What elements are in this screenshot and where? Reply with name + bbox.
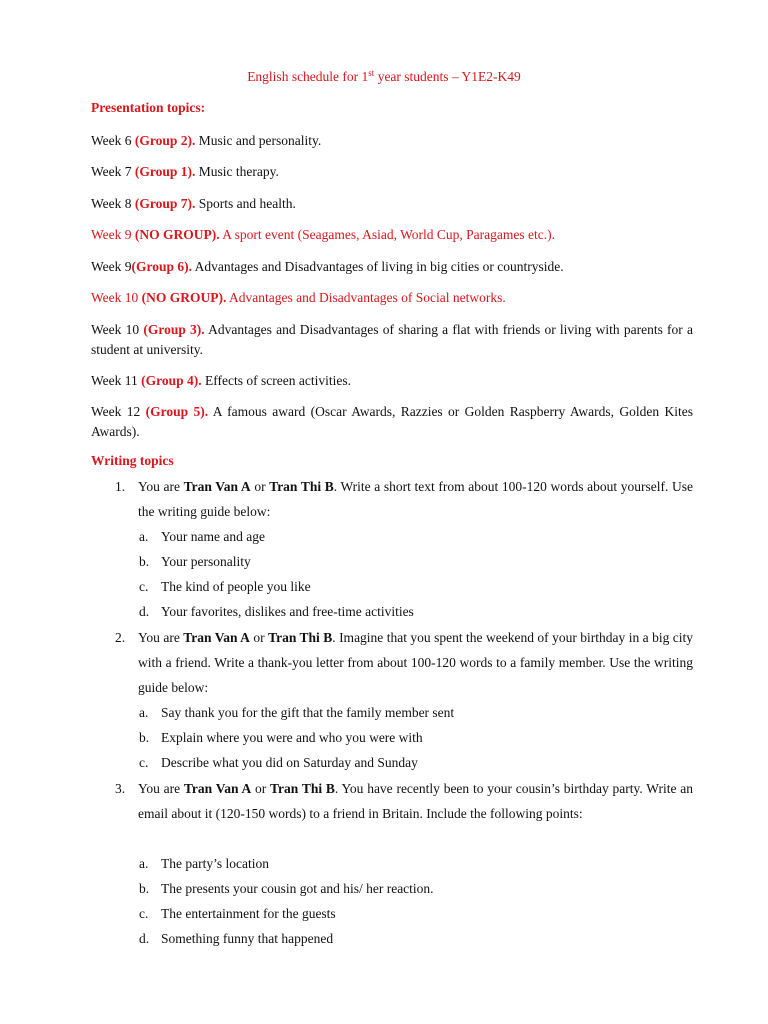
writing-topic: 2. You are Tran Van A or Tran Thi B. Imagine that you spent the weekend of your birthday in a big city with a friend. Write a thank-you letter from about 100-120 words to a family member. Use the writing guide below: — [115, 630, 694, 695]
writing-subpoint: c. The kind of people you like — [139, 579, 311, 594]
document-title: English schedule for 1st year students – Y1E2-K49 — [247, 68, 521, 84]
writing-subpoint: d. Your favorites, dislikes and free-time activities — [139, 604, 414, 619]
presentation-item: Week 10 (Group 3). Advantages and Disadvantages of sharing a flat with friends or living with parents for a student at university. — [91, 322, 694, 357]
writing-subpoint: a. The party’s location — [139, 856, 269, 871]
writing-topic: 3. You are Tran Van A or Tran Thi B. You have recently been to your cousin’s birthday party. Write an email about it (120-150 words) to a friend in Britain. Include the following points: — [115, 781, 693, 821]
writing-subpoint: a. Say thank you for the gift that the family member sent — [139, 705, 455, 720]
presentation-item: Week 9(Group 6). Advantages and Disadvantages of living in big cities or countryside. — [91, 259, 564, 274]
presentation-item: Week 6 (Group 2). Music and personality. — [91, 133, 322, 148]
presentation-item: Week 9 (NO GROUP). A sport event (Seagames, Asiad, World Cup, Paragames etc.). — [91, 227, 556, 242]
presentation-heading: Presentation topics: — [91, 100, 206, 115]
writing-subpoint: c. Describe what you did on Saturday and Sunday — [139, 755, 418, 770]
writing-subpoint: c. The entertainment for the guests — [139, 906, 336, 921]
presentation-item: Week 7 (Group 1). Music therapy. — [91, 164, 279, 179]
writing-topic: 1. You are Tran Van A or Tran Thi B. Write a short text from about 100-120 words about yourself. Use the writing guide below: — [115, 479, 693, 519]
writing-subpoint: b. Explain where you were and who you were with — [139, 730, 423, 745]
presentation-item: Week 11 (Group 4). Effects of screen activities. — [91, 373, 351, 388]
writing-subpoint: a. Your name and age — [139, 529, 265, 544]
writing-subpoint: d. Something funny that happened — [139, 931, 334, 946]
writing-subpoint: b. Your personality — [139, 554, 251, 569]
writing-subpoint: b. The presents your cousin got and his/ her reaction. — [139, 881, 434, 896]
presentation-item: Week 12 (Group 5). A famous award (Oscar Awards, Razzies or Golden Raspberry Awards, Golden Kites Awards). — [91, 404, 693, 439]
presentation-item: Week 10 (NO GROUP). Advantages and Disadvantages of Social networks. — [91, 290, 506, 305]
presentation-item: Week 8 (Group 7). Sports and health. — [91, 196, 296, 211]
writing-heading: Writing topics — [91, 453, 174, 468]
